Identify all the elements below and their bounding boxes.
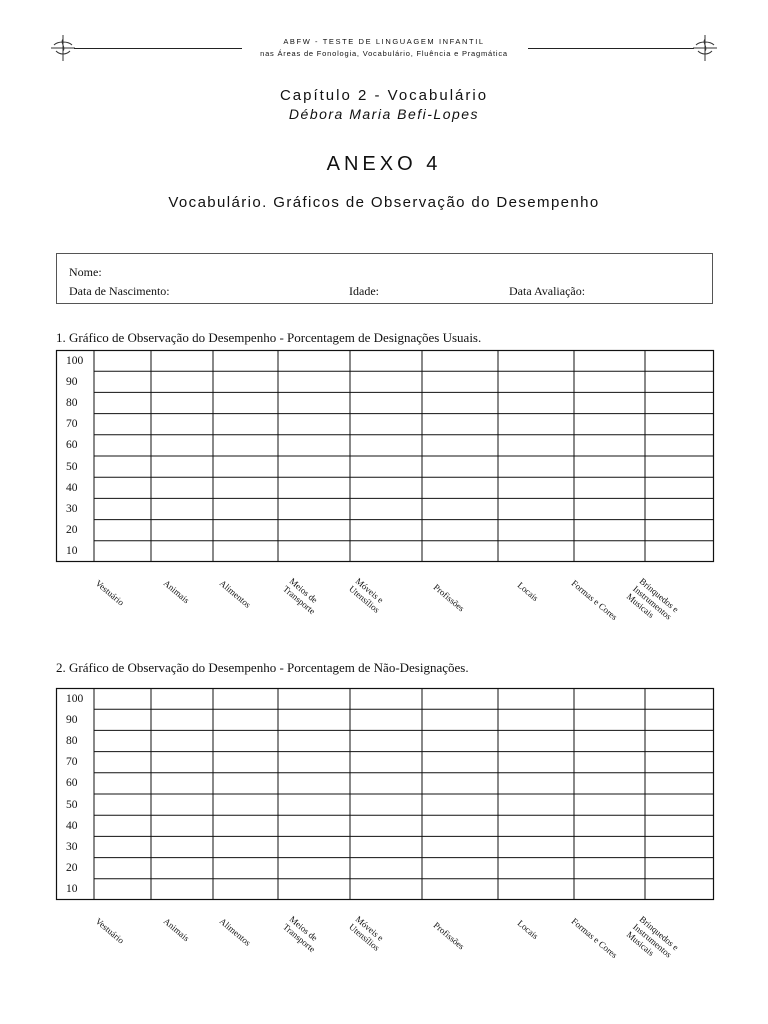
y-axis-label: 50 (66, 460, 78, 473)
y-axis-label: 80 (66, 735, 78, 747)
author-name: Débora Maria Befi-Lopes (288, 106, 480, 122)
category-label: Formas e Cores (569, 578, 620, 622)
y-axis-label: 80 (66, 397, 78, 409)
y-axis-label: 90 (66, 713, 78, 726)
category-label: Alimentos (217, 578, 253, 610)
header-rule-right (528, 48, 694, 49)
category-label: Meios de Transporte (281, 914, 320, 955)
y-axis-label: 70 (66, 756, 78, 769)
chart-1-grid-lines (56, 350, 714, 562)
y-axis-label: 60 (66, 439, 78, 452)
y-axis-label: 20 (66, 524, 78, 537)
category-label: Animais (161, 916, 192, 944)
category-label: Móveis e Utensílios (347, 576, 386, 615)
chart-2-grid-lines (56, 688, 714, 900)
category-label: Brinquedos e Instrumentos Musicais (624, 914, 681, 960)
y-axis-label: 40 (66, 819, 78, 832)
y-axis-label: 100 (66, 354, 84, 367)
annex-title: ANEXO 4 (326, 153, 442, 175)
y-axis-label: 60 (66, 777, 78, 790)
birth-date-label: Data de Nascimento: (69, 284, 170, 298)
y-axis-label: 10 (66, 545, 78, 558)
patient-info-box (56, 253, 713, 304)
category-label: Profissões (431, 582, 467, 614)
chart-1-title: 1. Gráfico de Observação do Desempenho - Porcentagem de Designações Usuais. (56, 330, 482, 345)
category-label: Brinquedos e Instrumentos Musicais (624, 576, 681, 622)
category-label: Formas e Cores (569, 916, 620, 960)
category-label: Meios de Transporte (281, 576, 320, 617)
category-label: Vestuário (93, 578, 127, 608)
category-label: Vestuário (93, 916, 127, 946)
chart-1-grid (56, 350, 714, 622)
category-label: Móveis e Utensílios (347, 914, 386, 953)
chart-2-title: 2. Gráfico de Observação do Desempenho - Porcentagem de Não-Designações. (56, 660, 469, 675)
name-label: Nome: (69, 265, 102, 279)
evaluation-date-label: Data Avaliação: (509, 284, 586, 298)
y-axis-label: 20 (66, 862, 78, 875)
y-axis-label: 30 (66, 503, 78, 515)
y-axis-label: 50 (66, 798, 78, 811)
category-label: Alimentos (217, 916, 253, 948)
ornament-right-icon (690, 33, 720, 63)
y-axis-label: 90 (66, 375, 78, 388)
page-subtitle: Vocabulário. Gráficos de Observação do Desempenho (168, 194, 600, 211)
y-axis-label: 30 (66, 841, 78, 853)
category-label: Animais (161, 578, 192, 606)
age-label: Idade: (349, 284, 379, 298)
y-axis-label: 100 (66, 692, 84, 705)
header-series-title: ABFW - TESTE DE LINGUAGEM INFANTIL (283, 37, 485, 46)
category-label: Locais (515, 580, 541, 604)
category-label: Locais (515, 918, 541, 942)
y-axis-label: 40 (66, 481, 78, 494)
y-axis-label: 10 (66, 883, 78, 896)
category-label: Profissões (431, 920, 467, 952)
chapter-title: Capítulo 2 - Vocabulário (279, 87, 489, 104)
header-series-subtitle: nas Áreas de Fonologia, Vocabulário, Fluência e Pragmática (260, 49, 508, 58)
chart-2-grid (56, 688, 714, 960)
y-axis-label: 70 (66, 418, 78, 431)
